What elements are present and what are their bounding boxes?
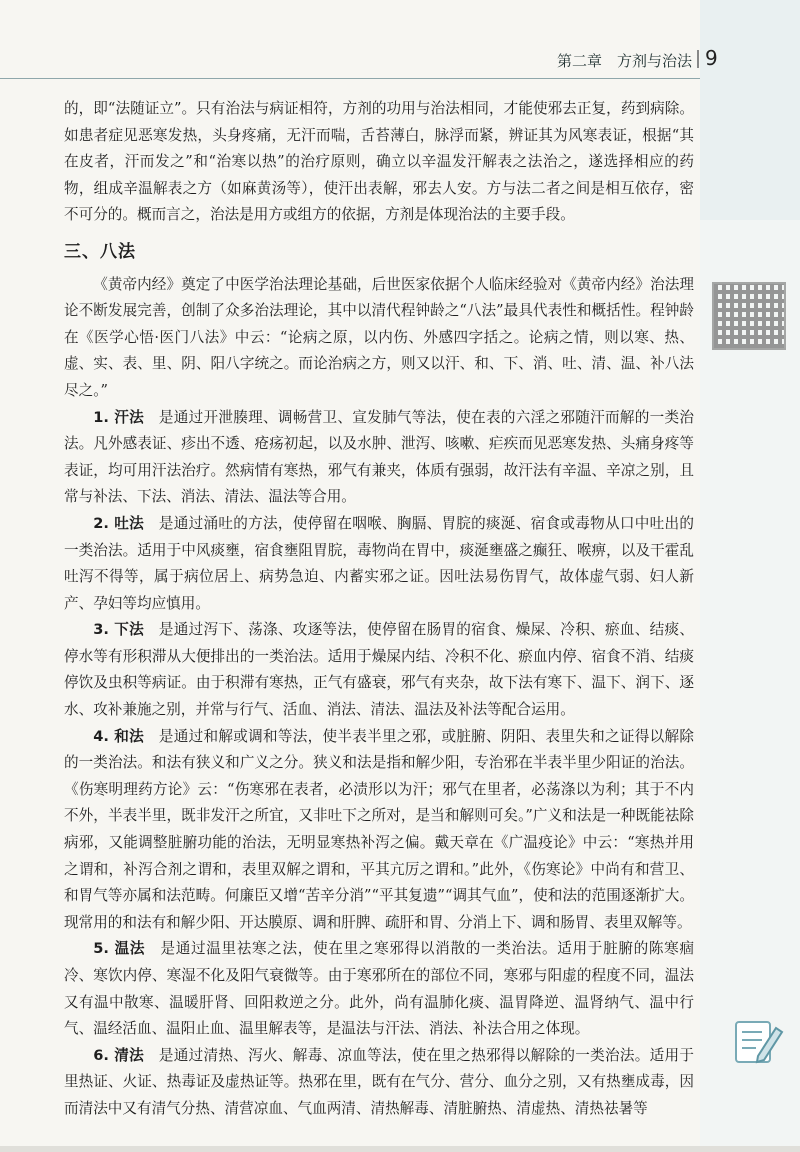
method-paragraph-4 <box>64 724 694 937</box>
method-text: 是通过泻下、荡涤、攻逐等法，使停留在肠胃的宿食、燥屎、冷积、瘀血、结痰、停水等有形积滞从大便排出的一类治法。适用于燥屎内结、冷积不化、瘀血内停、宿食不消、结痰停饮及虫积等病证。由于积滞有寒热，正气有盛衰，邪气有夹杂，故下法有寒下、温下、润下、逐水、攻补兼施之别，并常与行气、活血、消法、清法、温法及补法等配合运用。 <box>64 621 694 719</box>
method-paragraph-5 <box>64 936 694 1042</box>
method-text: 是通过清热、泻火、解毒、凉血等法，使在里之热邪得以解除的一类治法。适用于里热证、火证、热毒证及虚热证等。热邪在里，既有在气分、营分、血分之别，又有热壅成毒，因而清法中又有清气分热、清营凉血、气血两清、清热解毒、清脏腑热、清虚热、清热祛暑等 <box>64 1046 694 1117</box>
page-body <box>64 96 694 1123</box>
method-paragraph-1 <box>64 405 694 511</box>
method-term: 3. 下法 <box>93 621 144 639</box>
method-paragraph-6 <box>64 1043 694 1123</box>
header-separator <box>697 50 699 68</box>
note-pencil-icon <box>728 1012 788 1068</box>
qr-code-icon[interactable] <box>712 282 786 350</box>
method-term: 1. 汗法 <box>93 408 144 426</box>
method-term: 6. 清法 <box>93 1046 144 1064</box>
method-paragraph-2 <box>64 511 694 617</box>
method-term: 2. 吐法 <box>93 514 144 532</box>
section-title: 三、八法 <box>64 241 136 262</box>
section-intro-paragraph: 《黄帝内经》奠定了中医学治法理论基础，后世医家依据个人临床经验对《黄帝内经》治法理论不断发展完善，创制了众多治法理论，其中以清代程钟龄之“八法”最具代表性和概括性。程钟龄在《医学心悟·医门八法》中云：“论病之原，以内伤、外感四字括之。论病之情，则以寒、热、虚、实、表、里、阴、阳八字统之。而论治病之方，则又以汗、和、下、消、吐、清、温、补八法尽之。” <box>64 275 694 399</box>
header-rule <box>0 78 700 79</box>
method-term: 5. 温法 <box>93 940 146 958</box>
page-number: 9 <box>705 46 718 70</box>
method-text: 是通过开泄腠理、调畅营卫、宣发肺气等法，使在表的六淫之邪随汗而解的一类治法。凡外感表证、疹出不透、疮疡初起，以及水肿、泄泻、咳嗽、疟疾而见恶寒发热、头痛身疼等表证，均可用汗法治疗。然病情有寒热，邪气有兼夹，体质有强弱，故汗法有辛温、辛凉之别，且常与补法、下法、消法、清法、温法等合用。 <box>64 408 694 506</box>
method-term: 4. 和法 <box>93 727 144 745</box>
method-text: 是通过温里祛寒之法，使在里之寒邪得以消散的一类治法。适用于脏腑的陈寒痼冷、寒饮内停、寒湿不化及阳气衰微等。由于寒邪所在的部位不同，寒邪与阳虚的程度不同，温法又有温中散寒、温暖肝肾、回阳救逆之分。此外，尚有温肺化痰、温胃降逆、温肾纳气、温中行气、温经活血、温阳止血、温里解表等，是温法与汗法、消法、补法合用之体现。 <box>64 940 694 1038</box>
intro-paragraph: 的，即“法随证立”。只有治法与病证相符，方剂的功用与治法相同，才能使邪去正复，药到病除。如患者症见恶寒发热，头身疼痛，无汗而喘，舌苔薄白，脉浮而紧，辨证其为风寒表证，根据“其在皮者，汗而发之”和“治寒以热”的治疗原则，确立以辛温发汗解表之法治之，遂选择相应的药物，组成辛温解表之方（如麻黄汤等），使汗出表解，邪去人安。方与法二者之间是相互依存，密不可分的。概而言之，治法是用方或组方的依据，方剂是体现治法的主要手段。 <box>64 100 694 224</box>
running-head: 第二章 方剂与治法 <box>556 52 692 70</box>
page-bottom-edge <box>0 1146 800 1152</box>
method-paragraph-3 <box>64 617 694 723</box>
method-text: 是通过和解或调和等法，使半表半里之邪，或脏腑、阴阳、表里失和之证得以解除的一类治法。和法有狭义和广义之分。狭义和法是指和解少阳，专治邪在半表半里少阳证的治法。《伤寒明理药方论》云：“伤寒邪在表者，必渍形以为汗；邪气在里者，必荡涤以为利；其于不内不外，半表半里，既非发汗之所宜，又非吐下之所对，是当和解则可矣。”广义和法是一种既能祛除病邪，又能调整脏腑功能的治法，无明显寒热补泻之偏。戴天章在《广温疫论》中云：“寒热并用之谓和，补泻合剂之谓和，表里双解之谓和，平其亢厉之谓和。”此外，《伤寒论》中尚有和营卫、和胃气等亦属和法范畴。何廉臣又增“苦辛分消”“平其复遗”“调其气血”，使和法的范围逐渐扩大。现常用的和法有和解少阳、开达膜原、调和肝脾、疏肝和胃、分消上下、调和肠胃、表里双解等。 <box>64 727 694 931</box>
method-text: 是通过涌吐的方法，使停留在咽喉、胸膈、胃脘的痰涎、宿食或毒物从口中吐出的一类治法。适用于中风痰壅，宿食壅阻胃脘，毒物尚在胃中，痰涎壅盛之癫狂、喉痹，以及干霍乱吐泻不得等，属于病位居上、病势急迫、内蓄实邪之证。因吐法易伤胃气，故体虚气弱、妇人新产、孕妇等均应慎用。 <box>64 514 694 612</box>
